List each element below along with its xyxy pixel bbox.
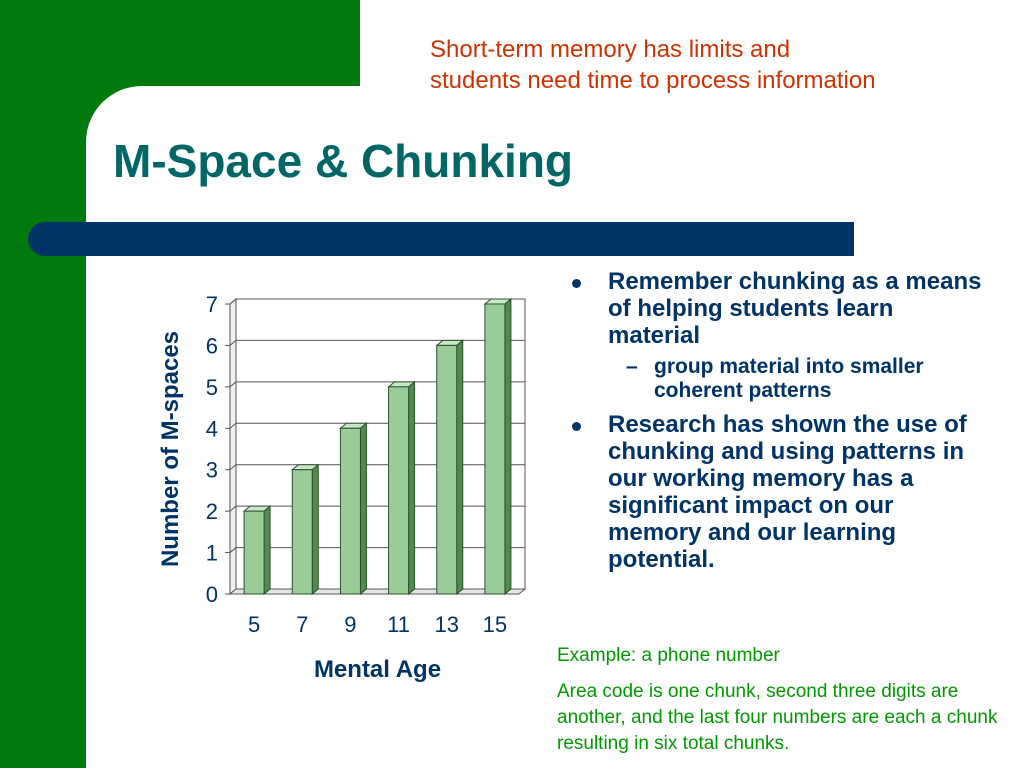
y-tick-label: 2 <box>205 499 218 525</box>
plot-area <box>236 299 525 589</box>
bar-side <box>312 465 318 594</box>
x-tick-label: 9 <box>344 612 357 637</box>
bar <box>244 511 264 594</box>
x-tick-label: 5 <box>247 612 261 637</box>
title-divider-bar <box>28 222 854 256</box>
example-detail: Area code is one chunk, second three digits are another, and the last four numbers are each a chunk resulting in six total chunks. <box>557 681 998 754</box>
bullet-item-1 <box>570 268 990 349</box>
y-tick-label: 1 <box>205 540 218 566</box>
bullet-item-2 <box>570 411 990 573</box>
bullet-2-text: Research has shown the use of chunking and using patterns in our working memory has a significant impact on our memory and our learning potential. <box>608 411 967 573</box>
bar-side <box>360 423 366 594</box>
x-tick-label: 13 <box>434 612 459 637</box>
bar <box>292 470 312 594</box>
y-tick-label: 0 <box>205 582 218 607</box>
subtitle-line-1: Short-term memory has limits and <box>430 36 791 63</box>
y-tick-label: 7 <box>205 292 218 317</box>
bullet-1-text: Remember chunking as a means of helping students learn material <box>608 268 982 349</box>
x-tick-label: 15 <box>482 612 508 637</box>
sub-bullet-item <box>570 355 990 403</box>
x-tick-label: 7 <box>296 612 309 637</box>
bullet-dot <box>572 422 581 431</box>
bar-side <box>505 299 511 594</box>
y-axis-title: Number of M-spaces <box>157 330 184 568</box>
bar <box>340 428 360 594</box>
y-tick-label: 4 <box>205 416 218 442</box>
plot-floor <box>230 589 525 594</box>
bar-side <box>409 382 415 594</box>
bar <box>485 304 505 594</box>
y-tick-label: 5 <box>205 374 218 400</box>
bullet-dot <box>572 279 581 288</box>
y-tick-label: 6 <box>205 333 218 359</box>
y-tick-label: 3 <box>205 457 218 483</box>
x-axis-title: Mental Age <box>313 656 442 683</box>
sub-bullet-marker: – <box>626 355 638 378</box>
example-note <box>557 643 1017 767</box>
sub-bullet-text: group material into smaller coherent patterns <box>654 355 924 402</box>
bar-side <box>264 506 270 594</box>
chart-svg <box>140 280 540 700</box>
m-space-bar-chart <box>140 280 540 700</box>
example-heading: Example: a phone number <box>557 645 780 666</box>
x-tick-label: 11 <box>387 612 411 637</box>
bullet-list <box>570 268 990 573</box>
bar-side <box>457 340 463 594</box>
slide-subtitle <box>430 34 1010 96</box>
subtitle-line-2: students need time to process information <box>430 67 876 94</box>
bar <box>389 387 409 594</box>
bar <box>437 345 457 594</box>
slide-title: M-Space & Chunking <box>113 135 574 187</box>
